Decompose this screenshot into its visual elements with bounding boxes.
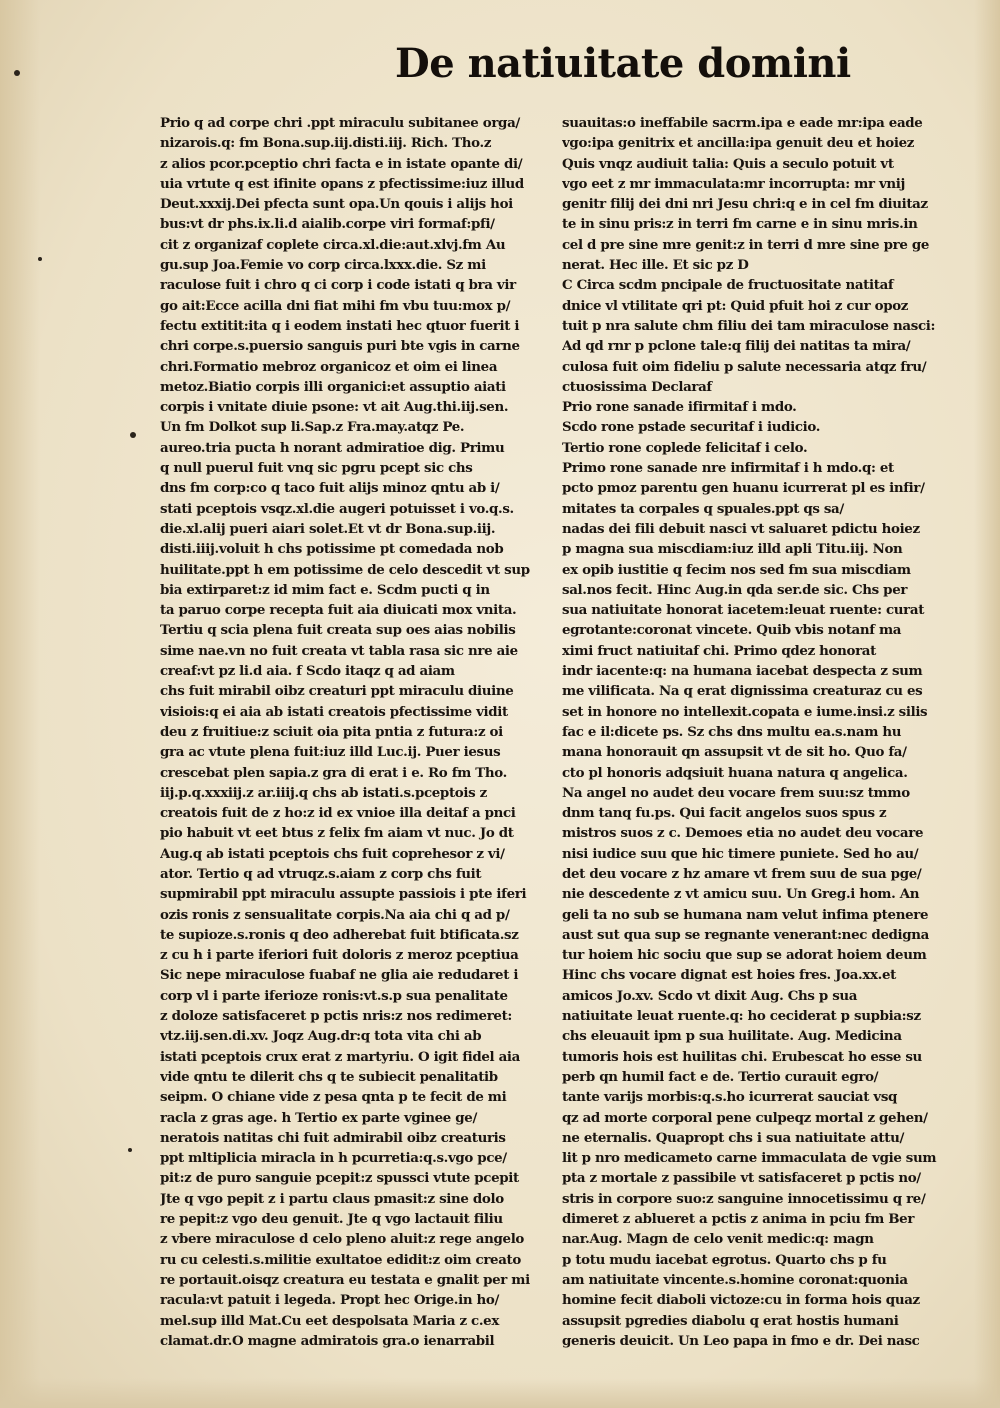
text-line: pit:z de puro sanguie pcepit:z spussci vtute pcepit: [160, 1170, 519, 1187]
text-line: go ait:Ecce acilla dni fiat mihi fm vbu tuu:mox p/: [160, 297, 511, 314]
text-line: mitates ta corpales q spuales.ppt qs sa/: [562, 500, 844, 517]
text-line: pcto pmoz parentu gen huanu icurrerat pl es infir/: [562, 480, 925, 497]
text-line: amicos Jo.xv. Scdo vt dixit Aug. Chs p sua: [562, 987, 858, 1004]
page-left-shadow: [0, 0, 40, 1408]
text-line: pta z mortale z passibile vt satisfaceret p pctis no/: [562, 1170, 921, 1187]
text-line: z doloze satisfaceret p pctis nris:z nos redimeret:: [160, 1008, 512, 1025]
text-line: corpis i vnitate diuie psone: vt ait Aug.thi.iij.sen.: [160, 399, 509, 416]
text-line: vgo eet z mr immaculata:mr incorrupta: mr vnij: [562, 175, 906, 192]
text-line: Un fm Dolkot sup li.Sap.z Fra.may.atqz Pe.: [160, 419, 465, 436]
text-line: Prio q ad corpe chri .ppt miraculu subitanee orga/: [160, 115, 520, 131]
text-line: cit z organizaf coplete circa.xl.die:aut.xlvj.fm Au: [160, 236, 506, 253]
text-line: homine fecit diaboli victoze:cu in forma hois quaz: [562, 1292, 920, 1309]
text-line: egrotante:coronat vincete. Quib vbis notanf ma: [562, 622, 902, 639]
text-line: mel.sup illd Mat.Cu eet despolsata Maria z c.ex: [160, 1312, 499, 1329]
text-line: cel d pre sine mre genit:z in terri d mre sine pre ge: [562, 236, 930, 253]
text-line: tuit p nra salute chm filiu dei tam miraculose nasci:: [562, 317, 936, 334]
text-line: cto pl honoris adqsiuit huana natura q angelica.: [562, 764, 908, 781]
text-line: ta paruo corpe recepta fuit aia diuicati mox vnita.: [160, 602, 517, 619]
text-line: assupsit pgredies diabolu q erat hostis humani: [562, 1312, 899, 1329]
text-line: corp vl i parte iferioze ronis:vt.s.p sua penalitate: [160, 987, 508, 1004]
text-line: ru cu celesti.s.militie exultatoe edidit:z oim creato: [160, 1251, 521, 1268]
text-line: seipm. O chiane vide z pesa qnta p te fecit de mi: [160, 1089, 507, 1106]
text-line: visiois:q ei aia ab istati creatois pfectissime vidit: [160, 703, 508, 720]
text-line: vtz.iij.sen.di.xv. Joqz Aug.dr:q tota vita chi ab: [160, 1028, 482, 1045]
text-line: ex opib iustitie q fecim nos sed fm sua miscdiam: [562, 561, 911, 578]
text-line: sal.nos fecit. Hinc Aug.in qda ser.de sic. Chs per: [562, 581, 908, 598]
text-line: ppt mltiplicia miracla in h pcurretia:q.s.vgo pce/: [160, 1150, 507, 1167]
text-line: Prio rone sanade ifirmitaf i mdo.: [562, 399, 797, 416]
text-line: stati pceptois vsqz.xl.die augeri potuisset i vo.q.s.: [160, 500, 514, 517]
text-line: q null puerul fuit vnq sic pgru pcept sic chs: [160, 460, 473, 477]
text-line: Aug.q ab istati pceptois chs fuit coprehesor z vi/: [160, 845, 505, 862]
text-line: chs fuit mirabil oibz creaturi ppt miraculu diuine: [160, 683, 514, 700]
text-line: set in honore no intellexit.copata e iume.insi.z silis: [562, 703, 928, 720]
text-line: p totu mudu iacebat egrotus. Quarto chs p fu: [562, 1251, 887, 1268]
text-line: qz ad morte corporal pene culpeqz mortal z gehen/: [562, 1109, 928, 1126]
text-line: ator. Tertio q ad vtruqz.s.aiam z corp chs fuit: [160, 865, 482, 882]
text-line: Quis vnqz audiuit talia: Quis a seculo potuit vt: [562, 155, 894, 172]
text-line: chs eleuauit ipm p sua huilitate. Aug. Medicina: [562, 1028, 902, 1045]
text-line: z alios pcor.pceptio chri facta e in istate opante di/: [160, 155, 523, 172]
text-line: am natiuitate vincente.s.homine coronat:quonia: [562, 1271, 908, 1288]
text-line: lit p nro medicameto carne immaculata de vgie sum: [562, 1150, 937, 1167]
text-line: fectu extitit:ita q i eodem instati hec qtuor fuerit i: [160, 317, 520, 334]
text-line: z cu h i parte iferiori fuit doloris z meroz pceptiua: [160, 947, 519, 964]
margin-spot: [38, 257, 42, 261]
text-line: nadas dei fili debuit nasci vt saluaret pdictu hoiez: [562, 520, 920, 537]
text-line: indr iacente:q: na humana iacebat despecta z sum: [562, 663, 923, 680]
left-text-column: [160, 113, 542, 1351]
text-line: tur hoiem hic sociu que sup se adorat hoiem deum: [562, 947, 927, 964]
margin-spot: [130, 432, 136, 438]
text-line: Ad qd rnr p pclone tale:q filij dei natitas ta mira/: [562, 338, 911, 355]
text-line: geli ta no sub se humana nam velut infima ptenere: [562, 906, 929, 923]
text-line: neratois natitas chi fuit admirabil oibz creaturis: [160, 1129, 506, 1146]
text-line: supmirabil ppt miraculu assupte passiois i pte iferi: [160, 886, 527, 903]
text-line: chri.Formatio mebroz organicoz et oim ei linea: [160, 358, 498, 375]
text-line: creaf:vt pz li.d aia. f Scdo itaqz q ad aiam: [160, 663, 455, 680]
text-line: gu.sup Joa.Femie vo corp circa.lxxx.die. Sz mi: [160, 257, 486, 274]
text-line: Scdo rone pstade securitaf i iudicio.: [562, 419, 821, 436]
text-line: nerat. Hec ille. Et sic pz D: [562, 257, 749, 274]
text-line: C Circa scdm pncipale de fructuositate natitaf: [562, 277, 894, 294]
text-line: deu z fruitiue:z sciuit oia pita pntia z futura:z oi: [160, 723, 503, 740]
text-line: stris in corpore suo:z sanguine innocetissimu q re/: [562, 1190, 926, 1207]
margin-spot: [14, 70, 20, 76]
text-line: Na angel no audet deu vocare frem suu:sz tmmo: [562, 784, 910, 801]
text-line: te supioze.s.ronis q deo adherebat fuit btificata.sz: [160, 926, 519, 943]
text-line: dns fm corp:co q taco fuit alijs minoz qntu ab i/: [160, 480, 500, 497]
text-line: chri corpe.s.puersio sanguis puri bte vgis in carne: [160, 338, 520, 355]
text-line: istati pceptois crux erat z martyriu. O igit fidel aia: [160, 1048, 520, 1065]
text-line: huilitate.ppt h em potissime de celo descedit vt sup: [160, 561, 530, 578]
text-line: Sic nepe miraculose fuabaf ne glia aie redudaret i: [160, 967, 519, 984]
text-line: Hinc chs vocare dignat est hoies fres. Joa.xx.et: [562, 967, 896, 984]
text-line: Tertio rone coplede felicitaf i celo.: [562, 439, 808, 456]
text-line: gra ac vtute plena fuit:iuz illd Luc.ij. Puer iesus: [160, 744, 501, 761]
text-line: nisi iudice suu que hic timere puniete. Sed ho au/: [562, 845, 919, 862]
text-line: re portauit.oisqz creatura eu testata e gnalit per mi: [160, 1271, 530, 1288]
text-line: nar.Aug. Magn de celo venit medic:q: magn: [562, 1231, 874, 1248]
text-line: det deu vocare z hz amare vt frem suu de sua pge/: [562, 865, 922, 882]
text-line: ozis ronis z sensualitate corpis.Na aia chi q ad p/: [160, 906, 510, 923]
text-line: bia extirparet:z id mim fact e. Scdm pucti q in: [160, 581, 490, 598]
text-line: perb qn humil fact e de. Tertio curauit egro/: [562, 1068, 879, 1085]
text-line: aureo.tria pucta h norant admiratioe dig. Primu: [160, 439, 505, 456]
text-line: culosa fuit oim fideliu p salute necessaria atqz fru/: [562, 358, 927, 375]
text-line: sime nae.vn no fuit creata vt tabla rasa sic nre aie: [160, 642, 518, 659]
text-line: iij.p.q.xxxiij.z ar.iiij.q chs ab istati.s.pceptois z: [160, 784, 487, 801]
text-line: tumoris hois est huilitas chi. Erubescat ho esse su: [562, 1048, 922, 1065]
text-line: me vilificata. Na q erat dignissima creaturaz cu es: [562, 683, 923, 700]
text-line: nizarois.q: fm Bona.sup.iij.disti.iij. Rich. Tho.z: [160, 135, 492, 152]
text-line: uia vrtute q est ifinite opans z pfectissime:iuz illud: [160, 175, 524, 192]
text-line: metoz.Biatio corpis illi organici:et assuptio aiati: [160, 378, 506, 395]
text-line: dnm tanq fu.ps. Qui facit angelos suos spus z: [562, 805, 887, 822]
text-line: dnice vl vtilitate qri pt: Quid pfuit hoi z cur opoz: [562, 297, 909, 314]
text-line: Deut.xxxij.Dei pfecta sunt opa.Un qouis i alijs hoi: [160, 196, 513, 213]
page-bottom-shadow: [0, 1378, 1000, 1408]
text-line: p magna sua miscdiam:iuz illd apli Titu.iij. Non: [562, 541, 903, 558]
text-line: die.xl.alij pueri aiari solet.Et vt dr Bona.sup.iij.: [160, 520, 496, 537]
text-line: z vbere miraculose d celo pleno aluit:z rege angelo: [160, 1231, 525, 1248]
text-line: bus:vt dr phs.ix.li.d aialib.corpe viri formaf:pfi/: [160, 216, 495, 233]
text-line: racla z gras age. h Tertio ex parte vginee ge/: [160, 1109, 477, 1126]
text-line: disti.iiij.voluit h chs potissime pt comedada nob: [160, 541, 504, 558]
text-line: mistros suos z c. Demoes etia no audet deu vocare: [562, 825, 924, 842]
text-line: Tertiu q scia plena fuit creata sup oes aias nobilis: [160, 622, 516, 639]
text-line: mana honorauit qn assupsit vt de sit ho. Quo fa/: [562, 744, 907, 761]
text-line: Primo rone sanade nre infirmitaf i h mdo.q: et: [562, 460, 894, 477]
text-line: creatois fuit de z ho:z id ex vnioe illa deitaf a pnci: [160, 805, 516, 822]
text-line: genitr filij dei dni nri Jesu chri:q e in cel fm diuitaz: [562, 196, 928, 213]
text-line: vide qntu te dilerit chs q te subiecit penalitatib: [160, 1068, 498, 1085]
margin-spot: [128, 1148, 132, 1152]
text-line: crescebat plen sapia.z gra di erat i e. Ro fm Tho.: [160, 764, 507, 781]
text-line: suauitas:o ineffabile sacrm.ipa e eade mr:ipa eade: [562, 115, 923, 131]
text-line: dimeret z ablueret a pctis z anima in pciu fm Ber: [562, 1211, 915, 1228]
text-line: generis deuicit. Un Leo papa in fmo e dr. Dei nasc: [562, 1332, 920, 1349]
text-line: aust sut qua sup se regnante venerant:nec dedigna: [562, 926, 930, 943]
text-line: vgo:ipa genitrix et ancilla:ipa genuit deu et hoiez: [562, 135, 915, 152]
text-line: racula:vt patuit i legeda. Propt hec Orige.in ho/: [160, 1292, 500, 1309]
page-right-shadow: [974, 0, 1000, 1408]
text-line: tante varijs morbis:q.s.ho icurrerat sauciat vsq: [562, 1089, 898, 1106]
text-line: nie descedente z vt amicu suu. Un Greg.i hom. An: [562, 886, 920, 903]
text-line: pio habuit vt eet btus z felix fm aiam vt nuc. Jo dt: [160, 825, 514, 842]
page-title: De natiuitate domini: [395, 40, 851, 87]
text-line: ctuosissima Declaraf: [562, 378, 712, 395]
text-line: te in sinu pris:z in terri fm carne e in sinu mris.in: [562, 216, 918, 233]
text-line: ximi fruct natiuitaf chi. Primo qdez honorat: [562, 642, 876, 659]
text-line: raculose fuit i chro q ci corp i code istati q bra vir: [160, 277, 516, 294]
text-line: clamat.dr.O magne admiratois gra.o ienarrabil: [160, 1332, 495, 1349]
text-line: re pepit:z vgo deu genuit. Jte q vgo lactauit filiu: [160, 1211, 503, 1228]
text-line: fac e il:dicete ps. Sz chs dns multu ea.s.nam hu: [562, 723, 902, 740]
text-line: natiuitate leuat ruente.q: ho ceciderat p supbia:sz: [562, 1008, 921, 1025]
text-line: sua natiuitate honorat iacetem:leuat ruente: curat: [562, 602, 925, 619]
right-text-column: [562, 113, 954, 1351]
text-line: ne eternalis. Quapropt chs i sua natiuitate attu/: [562, 1129, 904, 1146]
text-line: Jte q vgo pepit z i partu claus pmasit:z sine dolo: [160, 1190, 504, 1207]
